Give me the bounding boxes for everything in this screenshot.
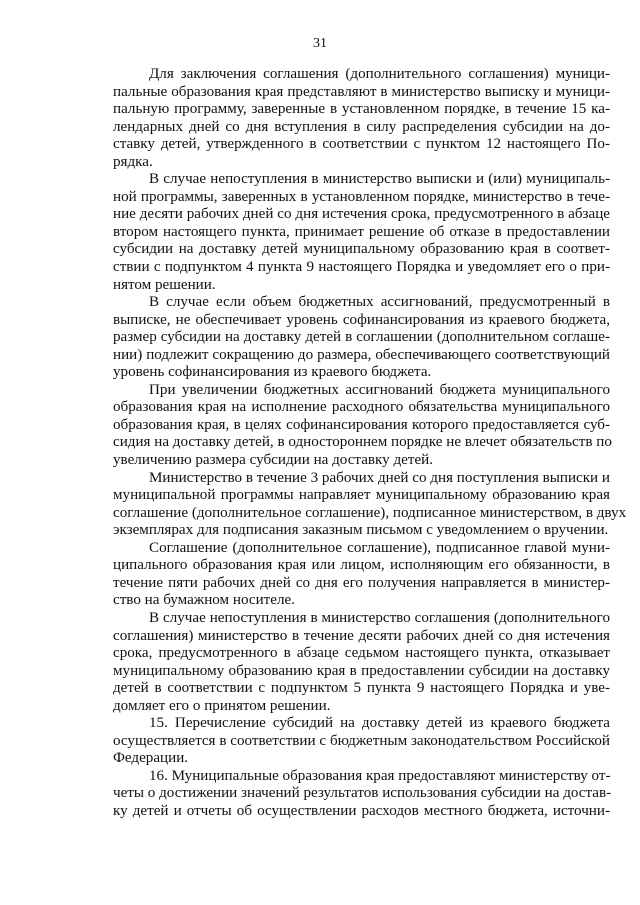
text-line: При увеличении бюджетных ассигнований бюджета муниципального [149, 381, 610, 398]
text-line: ство на бумажном носителе. [113, 592, 295, 609]
text-line: нии) подлежит сокращению до размера, обеспечивающего соответствующий [113, 346, 610, 363]
text-line: ной программы, заверенных в установленном порядке, министерство в тече- [113, 188, 610, 205]
text-line: Соглашение (дополнительное соглашение), подписанное главой муни- [149, 539, 610, 556]
text-line: рядка. [113, 153, 153, 170]
text-line: нятом решении. [113, 276, 216, 293]
text-line: ствии с подпунктом 4 пункта 9 настоящего Порядка и уведомляет его о при- [113, 259, 610, 276]
text-line: детей в соответствии с подпунктом 5 пункта 9 настоящего Порядка и уве- [113, 680, 610, 697]
page-number: 31 [313, 36, 327, 51]
text-line: осуществляется в соответствии с бюджетным законодательством Российской [113, 732, 610, 749]
text-line: соглашения) министерство в течение десяти рабочих дней со дня истечения [113, 627, 610, 644]
text-line: муниципальной программы направляет муниципальному образованию края [113, 487, 610, 504]
text-line: ние десяти рабочих дней со дня истечения срока, предусмотренного в абзаце [113, 206, 610, 223]
text-line: течение пяти рабочих дней со дня его получения направляется в министер- [113, 574, 610, 591]
text-line: уровень софинансирования из краевого бюджета. [113, 364, 432, 381]
text-line: четы о достижении значений результатов использования субсидии на достав- [113, 785, 612, 802]
text-line: образования края на исполнение расходного обязательства муниципального [113, 399, 610, 416]
text-line: срока, предусмотренного в абзаце седьмом настоящего пункта, отказывает [113, 645, 610, 662]
text-line: 15. Перечисление субсидий на доставку детей из краевого бюджета [149, 715, 610, 732]
text-line: субсидии на доставку детей муниципальному образованию края в соответ- [113, 241, 610, 258]
text-line: образования края, в целях софинансирования которого предоставляется суб- [113, 416, 610, 433]
text-line: размер субсидии на доставку детей в соглашении (дополнительном соглаше- [113, 329, 610, 346]
text-line: пальные образования края представляют в министерство выписку и муници- [113, 83, 610, 100]
text-line: домляет его о принятом решении. [113, 697, 331, 714]
text-line: В случае непоступления в министерство выписки и (или) муниципаль- [149, 171, 610, 188]
text-line: Министерство в течение 3 рабочих дней со дня поступления выписки и [149, 469, 610, 486]
text-line: сидия на доставку детей, в одностороннем порядке не влечет обязательств по [113, 434, 612, 451]
text-line: Для заключения соглашения (дополнительного соглашения) муници- [149, 66, 610, 82]
text-line: втором настоящего пункта, принимает решение об отказе в предоставлении [113, 223, 610, 240]
text-line: выписке, не обеспечивает уровень софинансирования из краевого бюджета, [113, 311, 610, 328]
text-line: соглашение (дополнительное соглашение), подписанное министерством, в двух [113, 504, 627, 521]
text-line: ку детей и отчеты об осуществлении расходов местного бюджета, источни- [113, 802, 610, 819]
text-line: экземплярах для подписания заказным письмом с уведомлением о вручении. [113, 522, 609, 539]
text-line: пальную программу, заверенные в установленном порядке, в течение 15 ка- [113, 101, 610, 118]
text-line: увеличению размера субсидии на доставку детей. [113, 452, 433, 469]
text-line: лендарных дней со дня вступления в силу распределения субсидии на до- [113, 118, 610, 135]
text-line: муниципальному образованию края в предоставлении субсидии на доставку [113, 662, 610, 679]
body-text [113, 66, 627, 821]
text-line: ципального образования края или лицом, исполняющим его обязанности, в [113, 557, 610, 574]
text-line: Федерации. [113, 750, 189, 767]
text-line: В случае если объем бюджетных ассигнований, предусмотренный в [149, 294, 610, 311]
text-line: ставку детей, утвержденного в соответствии с пунктом 12 настоящего По- [113, 136, 610, 153]
text-line: В случае непоступления в министерство соглашения (дополнительного [149, 609, 610, 626]
text-line: 16. Муниципальные образования края предоставляют министерству от- [149, 767, 611, 784]
